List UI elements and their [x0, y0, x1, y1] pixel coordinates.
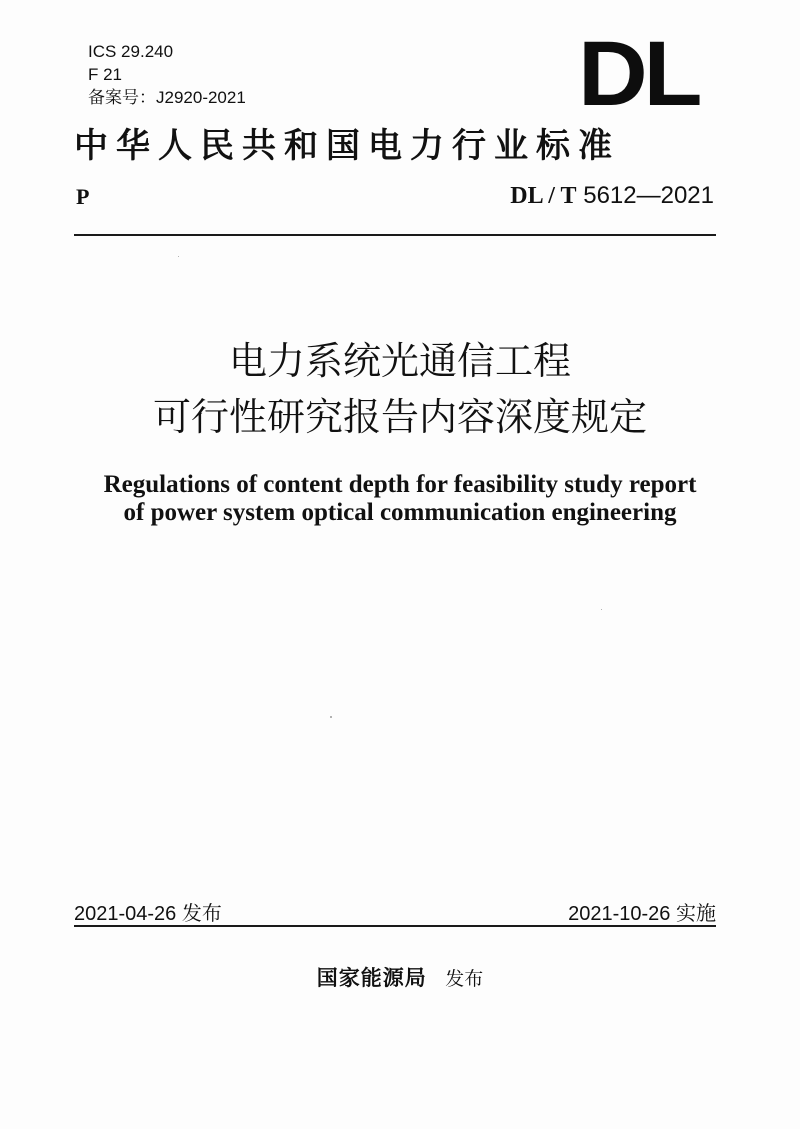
standard-number-prefix: DL / T: [510, 183, 577, 209]
bottom-divider: [74, 925, 716, 927]
record-number: 备案号：J2920-2021: [88, 88, 246, 107]
top-divider: [74, 234, 716, 236]
english-title-line-2: of power system optical communication engineering: [123, 499, 677, 526]
english-title-line-1: Regulations of content depth for feasibility study report: [103, 471, 697, 498]
chinese-title-line-1: 电力系统光通信工程: [228, 339, 571, 383]
standard-number-value: 5612—2021: [583, 182, 714, 209]
class-code: F 21: [88, 65, 123, 84]
category-letter: P: [76, 184, 90, 209]
publisher: [0, 962, 800, 992]
ics-code: ICS 29.240: [88, 42, 174, 61]
dl-logo: DL: [578, 23, 699, 125]
scan-speck: [601, 609, 602, 610]
industry-standard-title: 中华人民共和国电力行业标准: [74, 126, 620, 166]
publisher-action: 发布: [445, 968, 484, 990]
scan-speck: [178, 256, 179, 257]
publisher-organization: 国家能源局: [316, 966, 427, 990]
classification-block: [88, 40, 246, 109]
issue-date: 2021-04-26 发布: [74, 903, 222, 925]
chinese-title-line-2: 可行性研究报告内容深度规定: [152, 395, 647, 439]
scan-speck: [330, 716, 332, 718]
standard-number: [510, 182, 714, 210]
implementation-date: 2021-10-26 实施: [568, 903, 716, 925]
